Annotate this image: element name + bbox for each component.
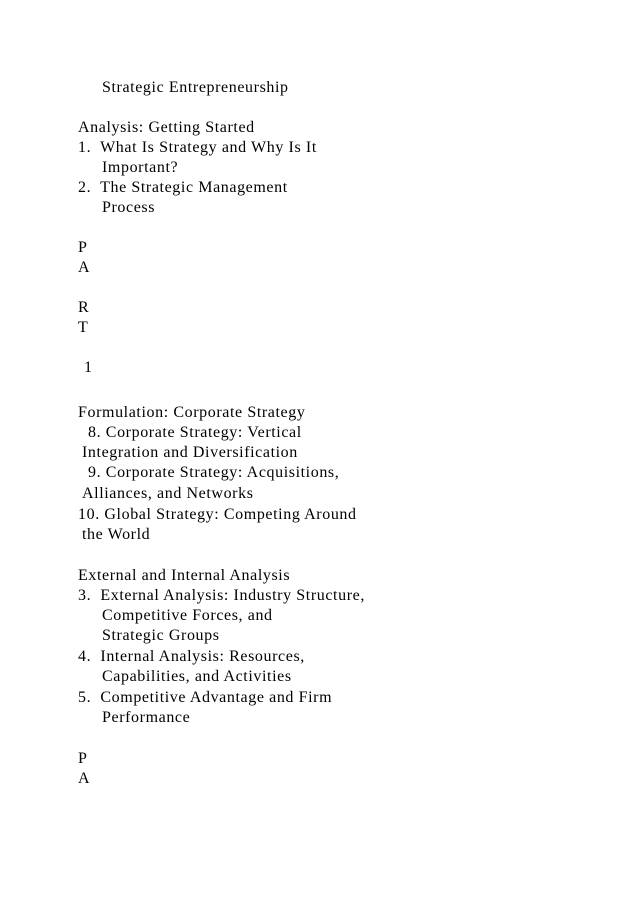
list-item-2-line2: Process [102, 199, 156, 216]
list-item-3-line3: Strategic Groups [102, 627, 220, 644]
list-item-2-line1: 2. The Strategic Management [78, 179, 288, 196]
list-item-3-line1: 3. External Analysis: Industry Structure, [78, 587, 365, 604]
list-item-5-line1: 5. Competitive Advantage and Firm [78, 689, 333, 706]
list-item-4-line1: 4. Internal Analysis: Resources, [78, 648, 305, 665]
list-item-1-line1: 1. What Is Strategy and Why Is It [78, 139, 317, 156]
part-letter-r: R [78, 299, 90, 316]
list-item-3-line2: Competitive Forces, and [102, 607, 273, 624]
part-letter-a-2: A [78, 770, 91, 787]
section-heading-formulation: Formulation: Corporate Strategy [78, 404, 306, 421]
part-number: 1 [84, 359, 93, 376]
section-heading-analysis: Analysis: Getting Started [78, 119, 255, 136]
list-item-1-line2: Important? [102, 159, 179, 176]
section-heading-external-internal: External and Internal Analysis [78, 567, 291, 584]
formulation-line-2: Integration and Diversification [82, 444, 298, 461]
list-item-4-line2: Capabilities, and Activities [102, 668, 292, 685]
part-letter-t: T [78, 319, 89, 336]
part-letter-p: P [78, 239, 88, 256]
doc-title: Strategic Entrepreneurship [102, 79, 289, 96]
part-letter-a: A [78, 259, 91, 276]
formulation-line-1: 8. Corporate Strategy: Vertical [88, 424, 302, 441]
formulation-line-5: 10. Global Strategy: Competing Around [78, 506, 357, 523]
formulation-line-4: Alliances, and Networks [82, 485, 254, 502]
part-letter-p-2: P [78, 750, 88, 767]
list-item-5-line2: Performance [102, 709, 191, 726]
formulation-line-3: 9. Corporate Strategy: Acquisitions, [88, 464, 340, 481]
formulation-line-6: the World [82, 526, 151, 543]
